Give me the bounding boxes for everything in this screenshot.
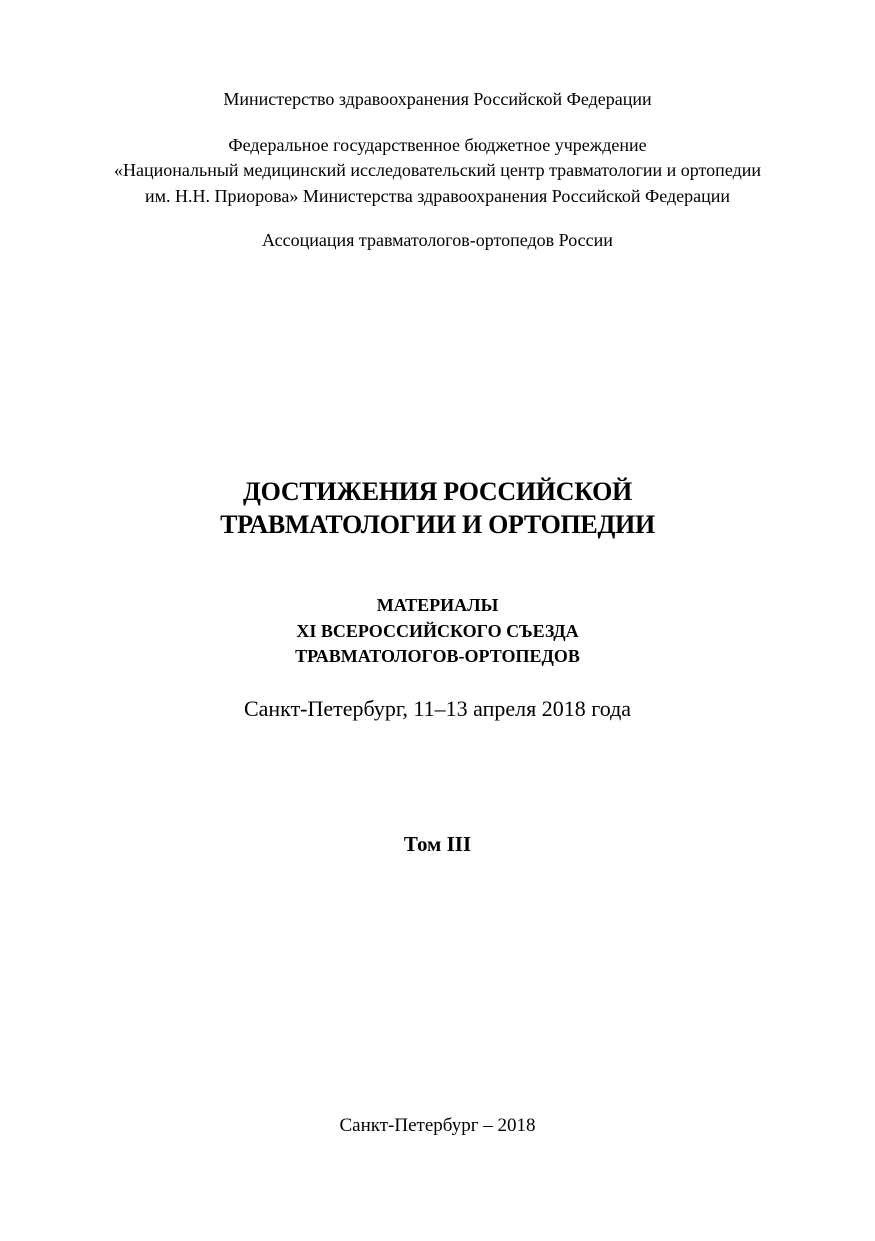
subtitle-line-3: ТРАВМАТОЛОГОВ-ОРТОПЕДОВ (295, 646, 580, 666)
subtitle-line-2: XI ВСЕРОССИЙСКОГО СЪЕЗДА (296, 621, 579, 641)
ministry-name: Министерство здравоохранения Российской Федерации (223, 89, 652, 109)
volume-number: Том III (403, 832, 472, 856)
event-place-date: Санкт-Петербург, 11–13 апреля 2018 года (243, 696, 632, 721)
association-name: Ассоциация травматологов-ортопедов России (262, 230, 613, 250)
institution-line-2: «Национальный медицинский исследовательский центр травматологии и ортопедии (113, 160, 761, 180)
institution-line-3: им. Н.Н. Приорова» Министерства здравоохранения Российской Федерации (145, 186, 730, 206)
institution-line-1: Федеральное государственное бюджетное учреждение (228, 135, 647, 155)
book-title-line-1: ДОСТИЖЕНИЯ РОССИЙСКОЙ (243, 477, 632, 506)
book-title-line-2: ТРАВМАТОЛОГИИ И ОРТОПЕДИИ (220, 510, 655, 539)
imprint-line: Санкт-Петербург – 2018 (339, 1115, 536, 1136)
subtitle-line-1: МАТЕРИАЛЫ (376, 595, 499, 615)
